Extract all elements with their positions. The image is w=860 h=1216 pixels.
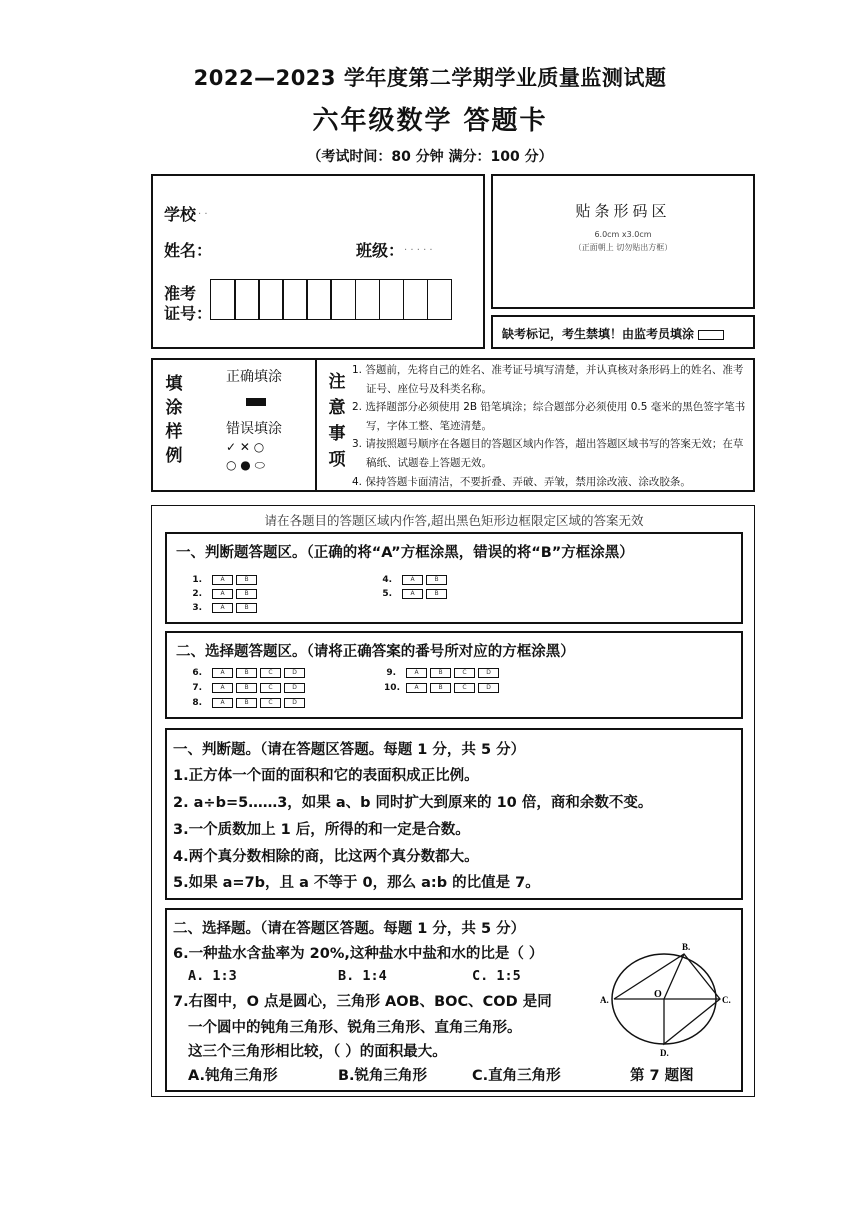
id-digit-cell[interactable] (379, 279, 405, 320)
class-field[interactable]: . . . . . (404, 242, 433, 253)
option-box-a[interactable]: A (402, 589, 423, 599)
class-label: 班级： (356, 241, 405, 260)
absent-text: 缺考标记，考生禁填！由监考员填涂 (502, 327, 695, 341)
choice-question-7-line2: 一个圆中的钝角三角形、锐角三角形、直角三角形。 (188, 1020, 522, 1036)
choice-qnum: 9. (386, 668, 396, 678)
option-box-b[interactable]: B (236, 589, 257, 599)
barcode-size: 6.0cm x3.0cm (594, 230, 652, 239)
fill-sample-char: 例 (165, 446, 183, 466)
id-digit-cell[interactable] (427, 279, 453, 320)
choice-options (212, 698, 305, 708)
q6-option-a: A. 1:3 (188, 968, 237, 984)
option-box-b[interactable]: B (426, 589, 447, 599)
judge-question: 4.两个真分数相除的商，比这两个真分数都大。 (173, 849, 479, 865)
label-d: D. (660, 1048, 669, 1058)
option-box-a[interactable]: A (212, 589, 233, 599)
label-o: O (654, 989, 662, 1000)
circle-figure (596, 940, 746, 1062)
barcode-note: （正面朝上 切勿贴出方框） (573, 243, 673, 252)
judge-options (212, 589, 257, 599)
judge-qnum: 1. (192, 575, 202, 585)
fill-sample-char: 涂 (165, 398, 183, 418)
choice-options (212, 683, 305, 693)
id-digit-cell[interactable] (210, 279, 236, 320)
notice-item: 3. 请按照题号顺序在各题目的答题区域内作答，超出答题区域书写的答案无效；在草稿纸、试题卷上答题无效。 (352, 438, 744, 469)
id-digit-cell[interactable] (355, 279, 381, 320)
fill-sample-char: 样 (165, 422, 183, 442)
judge-area-title: 一、判断题答题区。（正确的将“A”方框涂黑，错误的将“B”方框涂黑） (176, 545, 634, 561)
wrong-fill-row1: ✓ ✕ ○ (226, 440, 265, 454)
id-label-2: 证号： (164, 304, 213, 323)
q7-option-a: A.钝角三角形 (188, 1068, 278, 1084)
notice-char: 意 (328, 398, 346, 418)
absent-fill-box[interactable] (698, 330, 724, 340)
option-box-a[interactable]: A (402, 575, 423, 585)
notice-item: 4. 保持答题卡面清洁，不要折叠、弄破、弄皱，禁用涂改液、涂改胶条。 (352, 475, 691, 488)
notice-list (352, 361, 752, 491)
judge-question: 1.正方体一个面的面积和它的表面积成正比例。 (173, 768, 479, 784)
option-box-a[interactable]: A (406, 668, 427, 678)
choice-options (406, 683, 499, 693)
barcode-title: 贴条形码区 (575, 202, 671, 220)
exam-title: 2022—2023 学年度第二学期学业质量监测试题 (193, 66, 667, 90)
label-c: C. (722, 995, 731, 1005)
q6-option-b: B. 1:4 (338, 968, 387, 984)
option-box-d[interactable]: D (478, 668, 499, 678)
option-box-b[interactable]: B (430, 683, 451, 693)
id-label-1: 准考 (164, 284, 197, 303)
id-digit-cell[interactable] (234, 279, 260, 320)
judge-options (402, 589, 447, 599)
label-a: A. (600, 995, 609, 1005)
choice-area-title: 二、选择题答题区。（请将正确答案的番号所对应的方框涂黑） (176, 644, 575, 660)
option-box-b[interactable]: B (236, 683, 257, 693)
name-field[interactable] (214, 238, 344, 258)
figure-caption: 第 7 题图 (630, 1068, 694, 1084)
notice-char: 注 (328, 372, 346, 392)
option-box-a[interactable]: A (212, 683, 233, 693)
card-subtitle: 六年级数学 答题卡 (312, 106, 548, 136)
choice-question-7-line3: 这三个三角形相比较，（ ）的面积最大。 (188, 1044, 447, 1060)
id-digit-cell[interactable] (282, 279, 308, 320)
option-box-a[interactable]: A (212, 668, 233, 678)
choice-question-7-line1: 7.右图中，O 点是圆心，三角形 AOB、BOC、COD 是同 (173, 994, 552, 1010)
judge-qnum: 4. (382, 575, 392, 585)
option-box-d[interactable]: D (284, 668, 305, 678)
correct-fill-label: 正确填涂 (226, 369, 282, 385)
answer-area-banner: 请在各题目的答题区域内作答,超出黑色矩形边框限定区域的答案无效 (264, 513, 644, 528)
id-digit-cell[interactable] (258, 279, 284, 320)
option-box-b[interactable]: B (236, 603, 257, 613)
option-box-b[interactable]: B (236, 575, 257, 585)
notice-char: 项 (328, 450, 346, 470)
name-label: 姓名： (164, 241, 213, 260)
wrong-fill-row2: ○ ● ⬭ (226, 458, 265, 472)
choice-qnum: 10. (384, 683, 400, 693)
option-box-b[interactable]: B (236, 698, 257, 708)
school-label: 学校 (164, 205, 197, 224)
exam-id-grid[interactable] (210, 279, 451, 320)
id-digit-cell[interactable] (306, 279, 332, 320)
option-box-d[interactable]: D (284, 683, 305, 693)
option-box-b[interactable]: B (236, 668, 257, 678)
option-box-a[interactable]: A (406, 683, 427, 693)
option-box-c[interactable]: C (454, 668, 475, 678)
choice-options (406, 668, 499, 678)
option-box-c[interactable]: C (260, 683, 281, 693)
q7-option-b: B.锐角三角形 (338, 1068, 428, 1084)
option-box-c[interactable]: C (454, 683, 475, 693)
judge-qnum: 5. (382, 589, 392, 599)
option-box-a[interactable]: A (212, 575, 233, 585)
judge-options (212, 575, 257, 585)
notice-item: 2. 选择题部分必须使用 2B 铅笔填涂；综合题部分必须使用 0.5 毫米的黑色签字笔书写，字体工整、笔迹清楚。 (352, 401, 746, 432)
option-box-c[interactable]: C (260, 698, 281, 708)
judge-question: 2. a÷b=5……3，如果 a、b 同时扩大到原来的 10 倍，商和余数不变。 (173, 795, 653, 811)
absent-marker (502, 325, 724, 342)
choice-qnum: 8. (192, 698, 202, 708)
judge-question: 3.一个质数加上 1 后，所得的和一定是合数。 (173, 822, 470, 838)
exam-info: （考试时间：80 分钟 满分：100 分） (307, 149, 553, 165)
judge-questions-title: 一、判断题。（请在答题区答题。每题 1 分，共 5 分） (173, 742, 526, 758)
choice-qnum: 6. (192, 668, 202, 678)
q6-option-c: C. 1:5 (472, 968, 521, 984)
correct-fill-mark (246, 398, 266, 406)
id-digit-cell[interactable] (403, 279, 429, 320)
id-digit-cell[interactable] (330, 279, 356, 320)
judge-options (402, 575, 447, 585)
option-box-d[interactable]: D (478, 683, 499, 693)
judge-question: 5.如果 a=7b，且 a 不等于 0，那么 a:b 的比值是 7。 (173, 875, 540, 891)
notice-item: 1. 答题前，先将自己的姓名、准考证号填写清楚，并认真核对条形码上的姓名、准考证号、座位号及科类名称。 (352, 364, 744, 395)
label-b: B. (682, 942, 691, 952)
judge-qnum: 3. (192, 603, 202, 613)
judge-options (212, 603, 257, 613)
choice-options (212, 668, 305, 678)
fill-sample-char: 填 (165, 374, 183, 394)
option-box-a[interactable]: A (212, 698, 233, 708)
choice-question-6: 6.一种盐水含盐率为 20%,这种盐水中盐和水的比是（ ） (173, 946, 544, 962)
option-box-a[interactable]: A (212, 603, 233, 613)
wrong-fill-label: 错误填涂 (226, 421, 282, 437)
school-field[interactable]: . . (198, 206, 208, 217)
fill-divider (315, 358, 317, 492)
notice-char: 事 (328, 424, 346, 444)
option-box-d[interactable]: D (284, 698, 305, 708)
option-box-b[interactable]: B (430, 668, 451, 678)
judge-qnum: 2. (192, 589, 202, 599)
option-box-c[interactable]: C (260, 668, 281, 678)
q7-option-c: C.直角三角形 (472, 1068, 561, 1084)
choice-questions-title: 二、选择题。（请在答题区答题。每题 1 分，共 5 分） (173, 921, 526, 937)
option-box-b[interactable]: B (426, 575, 447, 585)
choice-qnum: 7. (192, 683, 202, 693)
